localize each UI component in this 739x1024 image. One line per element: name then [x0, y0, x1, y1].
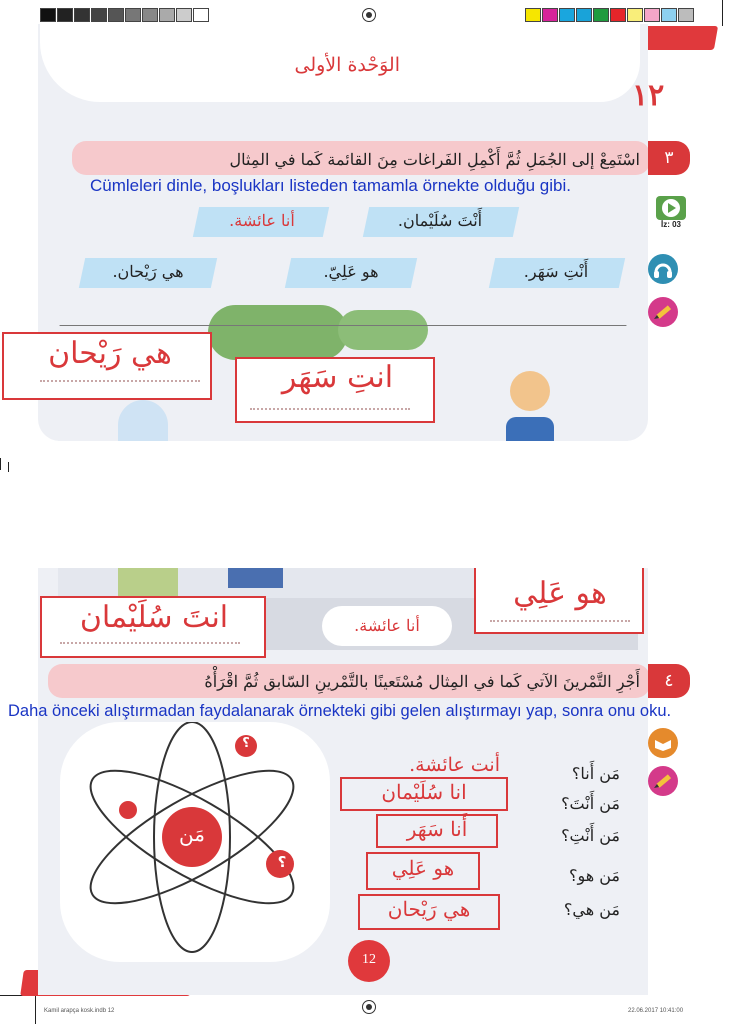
child-girl [118, 400, 168, 441]
name-sign-text: هو عَلِي [513, 576, 607, 611]
writing-line [250, 408, 410, 410]
question-5: مَن هي؟ [563, 900, 620, 919]
unit-title: الوَحْدة الأولى [294, 54, 400, 76]
pencil-icon[interactable] [648, 766, 678, 796]
atom-center-label: مَن [179, 822, 205, 846]
child-legs [228, 568, 283, 588]
writing-line [490, 620, 630, 622]
question-4: مَن هو؟ [568, 866, 620, 885]
page-number-arabic: ١٢ [632, 78, 665, 113]
child-boy [510, 371, 550, 411]
answer-text: انا سُلَيْمان [381, 780, 467, 804]
question-1: مَن أَنا؟ [571, 764, 620, 783]
writing-line [60, 642, 240, 644]
example-answer: أنت عائشة. [409, 754, 500, 776]
print-date: 22.06.2017 10:41:00 [628, 1008, 684, 1014]
word-chip-text: أَنْتَ سُلَيْمان. [397, 211, 483, 230]
page-number: 12 [362, 952, 376, 967]
exercise4-turkish-instruction: Daha önceki alıştırmadan faydalanarak örnekteki gibi gelen alıştırmayı yap, sonra onu oku. [8, 702, 672, 720]
word-chip-text: هو عَلِيّ. [323, 262, 379, 281]
pencil-icon[interactable] [648, 297, 678, 327]
answer-text: هي رَيْحان [387, 897, 471, 921]
tree-foliage [338, 310, 428, 350]
writing-line [40, 380, 200, 382]
atom-question-mark: ؟ [277, 853, 287, 871]
atom-question-mark: ؟ [242, 736, 250, 751]
word-chip-text: هي رَيْحان. [112, 262, 184, 281]
exercise3-number: ٣ [648, 141, 690, 175]
crop-mark [722, 0, 723, 26]
tree-foliage [208, 305, 348, 360]
name-sign-text: انتَ سُلَيْمان [79, 600, 229, 635]
crop-mark [35, 995, 36, 1024]
speech-bubble-text: أنا عائشة. [354, 616, 420, 635]
word-chip-text: أَنْتِ سَهَر. [523, 262, 589, 281]
exercise4-arabic-instruction: أَجْرِ التَّمْرينَ الآتي كَما في المِثال مُسْتَعينًا بالتَّمْرينِ السّابق ثُمَّ اقْرَأْهُ [204, 672, 640, 691]
exercise3-turkish-instruction: Cümleleri dinle, boşlukları listeden tamamla örnekte olduğu gibi. [90, 176, 571, 195]
exercise4-number: ٤ [648, 664, 690, 698]
exercise3-arabic-instruction: اسْتَمِعْ إلى الجُمَلِ ثُمَّ أَكْمِلِ الفَراغات مِنَ القائمة كَما في المِثال [229, 150, 640, 169]
question-3: مَن أَنْتِ؟ [561, 826, 620, 845]
name-sign-text: هي رَيْحان [48, 336, 172, 371]
crop-mark [8, 462, 9, 472]
headphones-icon[interactable] [648, 254, 678, 284]
child-boy-shirt [506, 417, 554, 441]
word-chip-text: أنا عائشة. [229, 211, 295, 230]
registration-mark-bottom [362, 1000, 376, 1014]
book-icon[interactable] [648, 728, 678, 758]
question-2: مَن أَنْتَ؟ [561, 794, 620, 813]
answer-text: هو عَلِي [391, 856, 455, 880]
registration-mark-top [362, 8, 376, 22]
track-label: İz: 03 [660, 220, 681, 229]
print-file-name: Kamil arapça kosk.indb 12 [44, 1008, 115, 1014]
audio-track-icon[interactable] [656, 196, 686, 232]
fence-line [58, 325, 628, 326]
crop-mark [0, 458, 1, 470]
name-sign-text: انتِ سَهَر [281, 360, 394, 395]
answer-text: أَنا سَهَر [406, 817, 468, 841]
